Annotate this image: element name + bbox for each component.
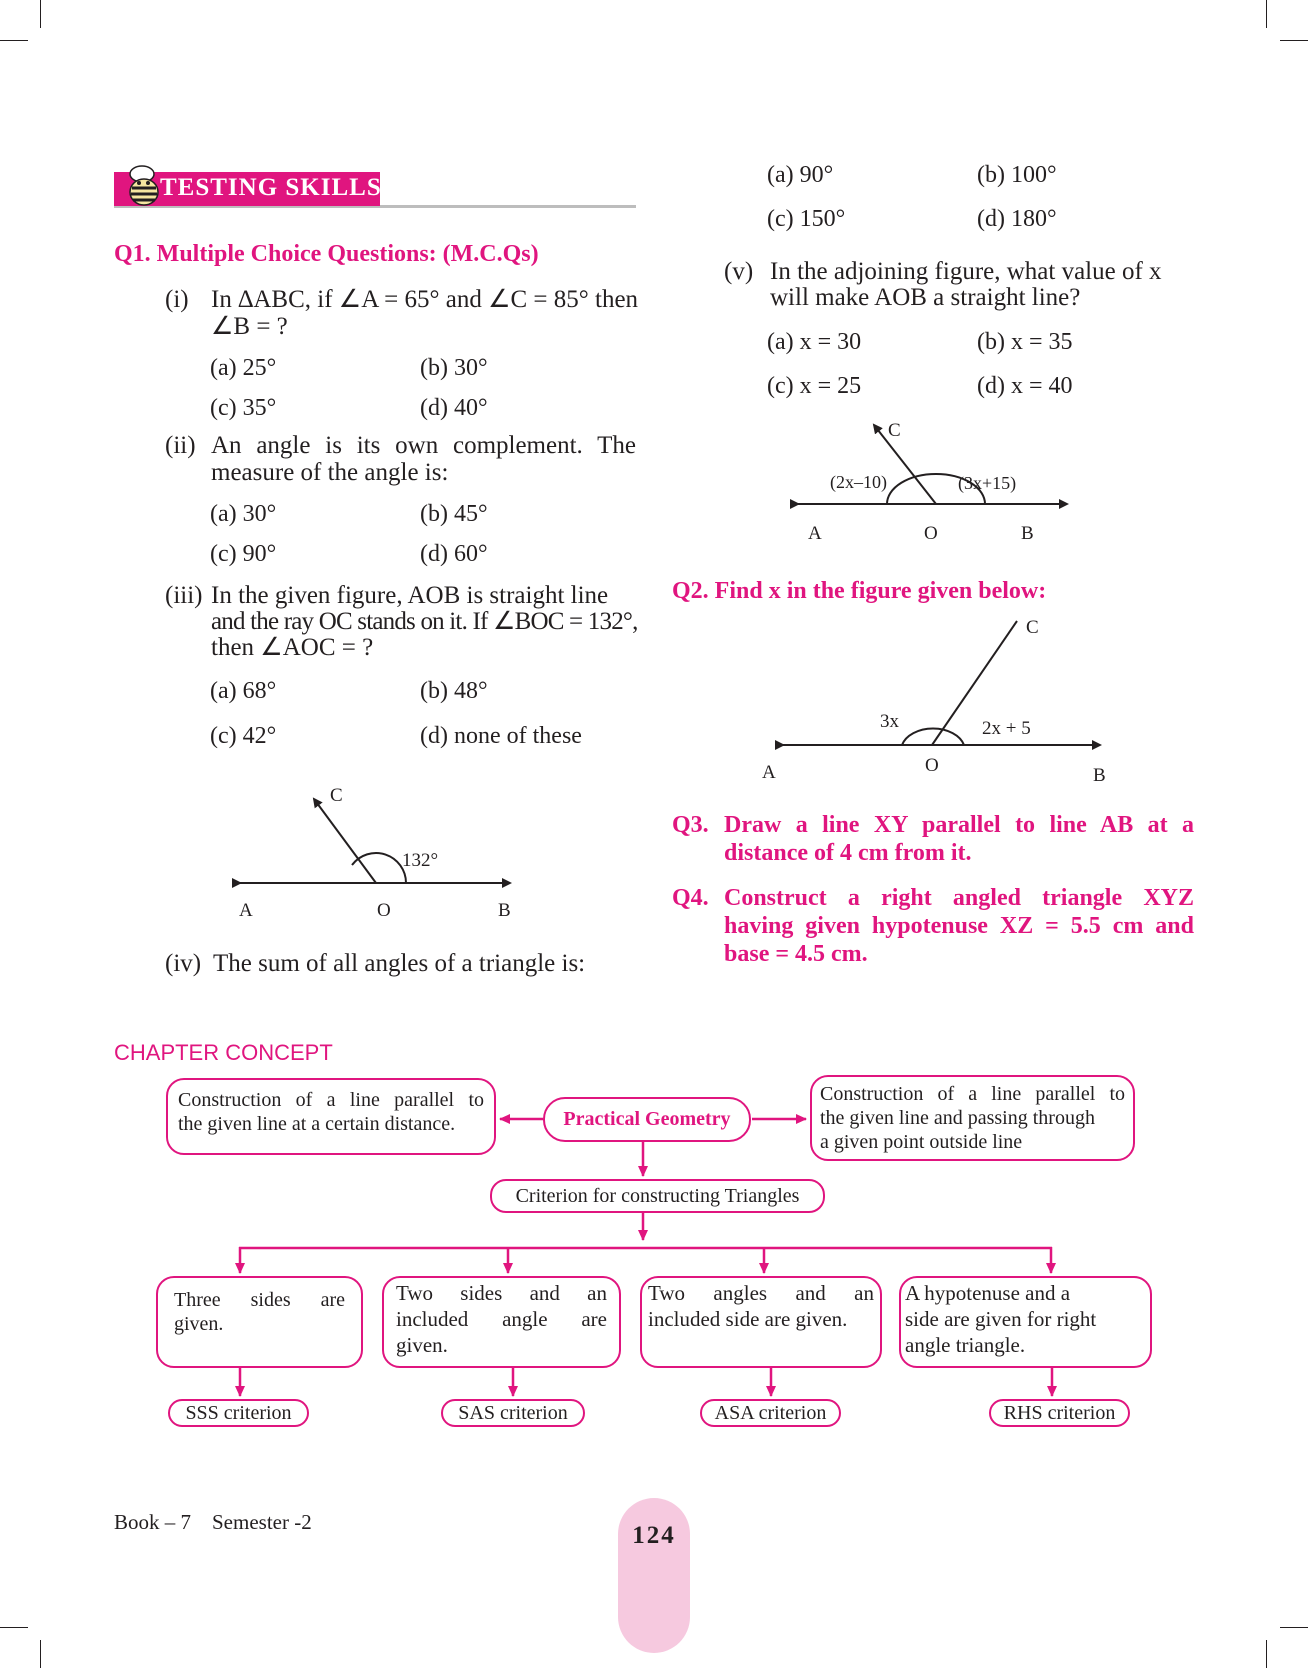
right-box-line3: a given point outside line	[820, 1131, 1023, 1153]
q1-iv-opt-d: (d) 180°	[977, 206, 1057, 232]
page-number: 124	[632, 1522, 676, 1549]
concept-right-box	[810, 1075, 1135, 1161]
case-sas-box	[382, 1276, 621, 1368]
q2-title: Q2. Find x in the figure given below:	[672, 578, 1047, 604]
concept-title: CHAPTER CONCEPT	[114, 1040, 333, 1065]
label-rhs: RHS criterion	[989, 1399, 1130, 1427]
case-rhs-line3: angle triangle.	[905, 1333, 1026, 1357]
case-asa-line1: Two angles and an	[648, 1281, 874, 1305]
q4-line1: Construct a right angled triangle XYZ	[724, 885, 1194, 911]
q1-ii-opt-c: (c) 90°	[210, 541, 277, 567]
q1-ii-opt-d: (d) 60°	[420, 541, 488, 567]
label-sss: SSS criterion	[168, 1399, 309, 1427]
q1-iii-num: (iii)	[165, 582, 203, 609]
q1-i-opt-b: (b) 30°	[420, 355, 488, 381]
label-sas: SAS criterion	[441, 1399, 585, 1427]
case-sss-line1: Three sides are	[174, 1289, 345, 1311]
right-box-line1: Construction of a line parallel to	[820, 1083, 1125, 1105]
q1-i-opt-c: (c) 35°	[210, 395, 277, 421]
q1-v-line2: will make AOB a straight line?	[770, 284, 1081, 311]
q4-num: Q4.	[672, 885, 709, 911]
q1-v-opt-c: (c) x = 25	[767, 373, 862, 399]
q3-num: Q3.	[672, 812, 709, 838]
fig3-label-a: A	[239, 900, 253, 921]
fig3-label-b: B	[498, 900, 511, 921]
fig-q2-label-a: A	[762, 762, 776, 783]
q1-iv-opt-a: (a) 90°	[767, 162, 834, 188]
label-asa: ASA criterion	[700, 1399, 841, 1427]
badge-text: TESTING SKILLS	[160, 174, 382, 201]
q3-line1: Draw a line XY parallel to line AB at a	[724, 812, 1194, 838]
q1-ii-opt-a: (a) 30°	[210, 501, 277, 527]
q1-v-opt-d: (d) x = 40	[977, 373, 1073, 399]
q1-ii-line1: An angle is its own complement. The	[211, 432, 636, 459]
fig5-label-a: A	[808, 523, 822, 544]
q1-iii-opt-a: (a) 68°	[210, 678, 277, 704]
q1-ii-num: (ii)	[165, 432, 196, 459]
footer-book: Book – 7 Semester -2	[114, 1510, 312, 1534]
q1-i-num: (i)	[165, 286, 189, 313]
q1-iv-opt-c: (c) 150°	[767, 206, 846, 232]
fig-q2-label-c: C	[1026, 617, 1039, 638]
q1-iii-line2: and the ray OC stands on it. If ∠BOC = 132°,	[211, 608, 638, 635]
concept-center: Practical Geometry	[543, 1097, 751, 1142]
fig3-label-o: O	[377, 900, 391, 921]
q1-v-opt-b: (b) x = 35	[977, 329, 1073, 355]
fig-q2-label-right: 2x + 5	[982, 718, 1031, 739]
case-rhs-line2: side are given for right	[905, 1307, 1097, 1331]
q4-line3: base = 4.5 cm.	[724, 941, 868, 967]
q1-iv-num: (iv)	[165, 950, 202, 977]
case-sas-line3: given.	[396, 1333, 448, 1357]
fig5-label-left: (2x–10)	[830, 472, 887, 492]
q1-v-opt-a: (a) x = 30	[767, 329, 862, 355]
left-box-line2: the given line at a certain distance.	[178, 1113, 456, 1135]
q1-v-num: (v)	[724, 258, 754, 285]
q1-iii-line3: then ∠AOC = ?	[211, 634, 374, 661]
right-box-line2: the given line and passing through	[820, 1107, 1095, 1129]
q1-iv-line1: The sum of all angles of a triangle is:	[213, 950, 586, 977]
q1-iii-opt-c: (c) 42°	[210, 723, 277, 749]
fig5-label-b: B	[1021, 523, 1034, 544]
q1-iii-opt-b: (b) 48°	[420, 678, 488, 704]
concept-criterion: Criterion for constructing Triangles	[490, 1179, 825, 1213]
q3-line2: distance of 4 cm from it.	[724, 840, 972, 866]
case-sss-box	[156, 1276, 363, 1368]
case-asa-line2: included side are given.	[648, 1307, 848, 1331]
case-asa-box	[640, 1276, 882, 1368]
q1-title: Q1. Multiple Choice Questions: (M.C.Qs)	[114, 241, 539, 267]
q1-i-opt-a: (a) 25°	[210, 355, 277, 381]
case-sas-line1: Two sides and an	[396, 1281, 607, 1305]
case-rhs-line1: A hypotenuse and a	[905, 1281, 1071, 1305]
fig5-label-right: (3x+15)	[958, 473, 1017, 493]
case-sas-line2: included angle are	[396, 1307, 607, 1331]
q1-ii-line2: measure of the angle is:	[211, 459, 449, 486]
case-sss-line2: given.	[174, 1313, 224, 1335]
concept-left-box	[166, 1078, 496, 1155]
case-rhs-box	[899, 1276, 1152, 1368]
q1-i-line1: In ∆ABC, if ∠A = 65° and ∠C = 85° then	[211, 286, 639, 313]
q1-ii-opt-b: (b) 45°	[420, 501, 488, 527]
left-box-line1: Construction of a line parallel to	[178, 1089, 484, 1111]
fig3-label-angle: 132°	[402, 850, 439, 871]
q1-i-line2: ∠B = ?	[211, 313, 288, 340]
q1-v-line1: In the adjoining figure, what value of x	[770, 258, 1162, 285]
fig-q2-label-b: B	[1093, 765, 1106, 786]
fig-q2-label-o: O	[925, 755, 939, 776]
q1-i-opt-d: (d) 40°	[420, 395, 488, 421]
fig5-label-c: C	[888, 420, 901, 441]
q1-iv-opt-b: (b) 100°	[977, 162, 1057, 188]
q4-line2: having given hypotenuse XZ = 5.5 cm and	[724, 913, 1194, 939]
q1-iii-opt-d: (d) none of these	[420, 723, 582, 749]
q1-iii-line1: In the given figure, AOB is straight line	[211, 582, 609, 609]
fig3-label-c: C	[330, 785, 343, 806]
fig5-label-o: O	[924, 523, 938, 544]
fig-q2-label-left: 3x	[880, 711, 899, 732]
